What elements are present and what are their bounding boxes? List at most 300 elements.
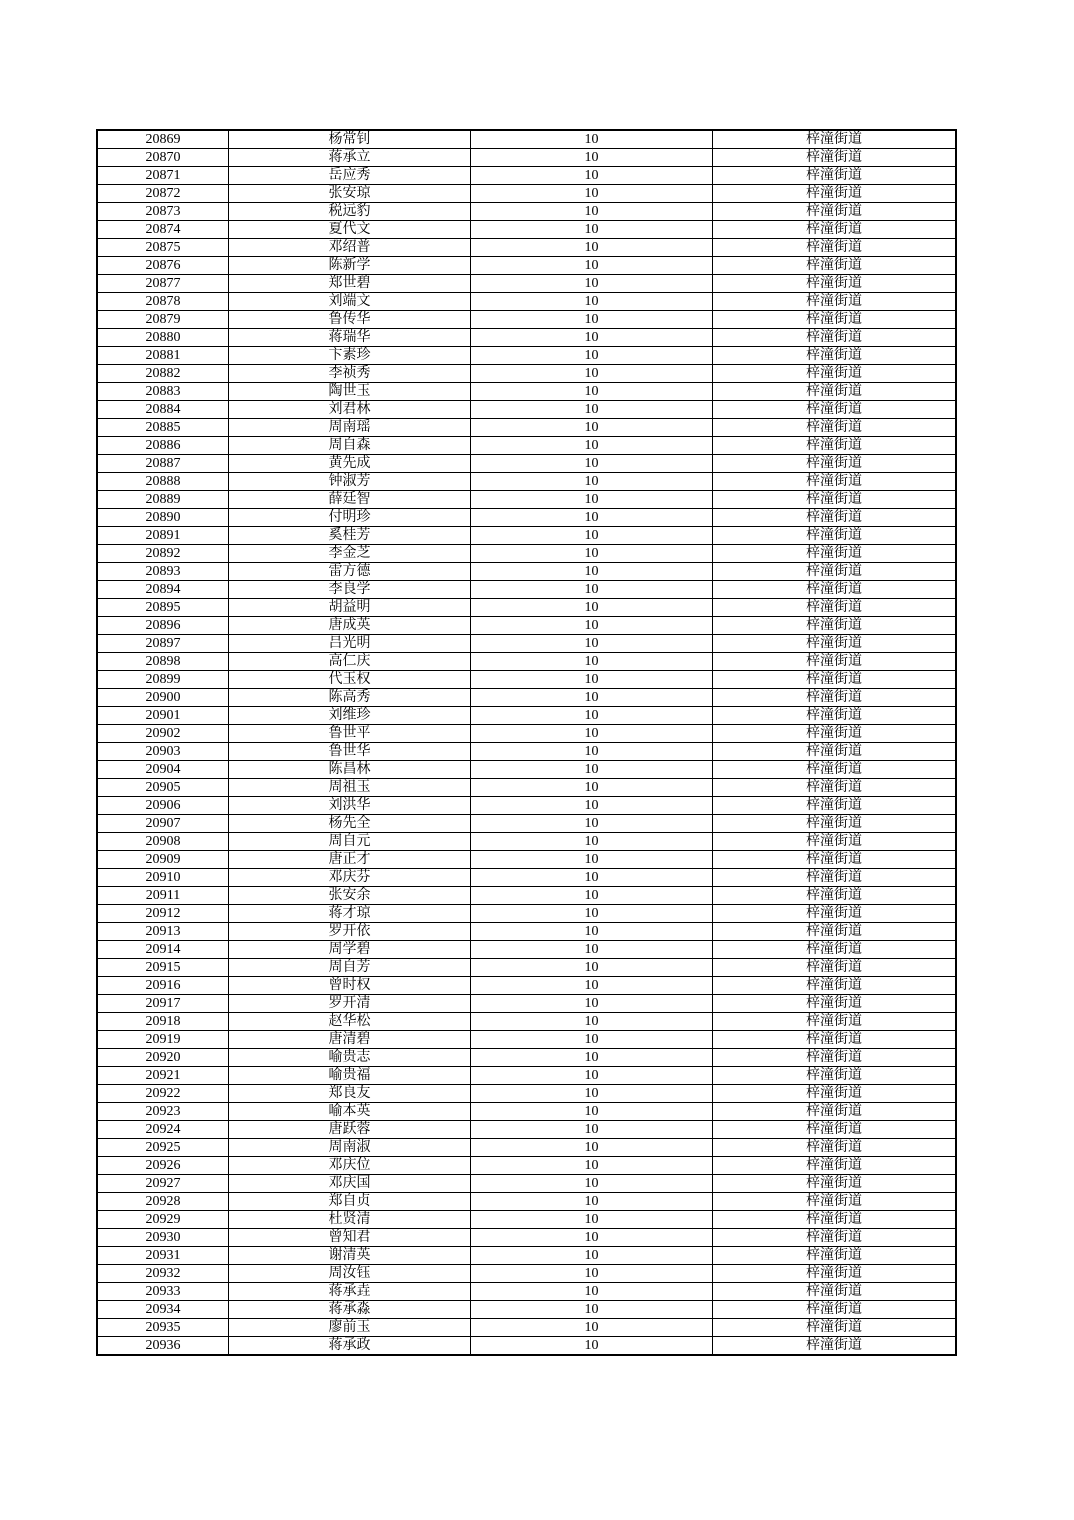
amount-cell: 10 bbox=[471, 221, 713, 239]
name-cell: 廖前玉 bbox=[229, 1319, 471, 1337]
amount-cell: 10 bbox=[471, 1229, 713, 1247]
street-cell: 梓潼街道 bbox=[713, 401, 957, 419]
name-cell: 刘维珍 bbox=[229, 707, 471, 725]
serial-number-cell: 20917 bbox=[97, 995, 229, 1013]
street-cell: 梓潼街道 bbox=[713, 1031, 957, 1049]
table-row bbox=[97, 221, 956, 239]
amount-cell: 10 bbox=[471, 1157, 713, 1175]
street-cell: 梓潼街道 bbox=[713, 1319, 957, 1337]
table-row bbox=[97, 779, 956, 797]
street-cell: 梓潼街道 bbox=[713, 1337, 957, 1356]
serial-number-cell: 20898 bbox=[97, 653, 229, 671]
serial-number-cell: 20921 bbox=[97, 1067, 229, 1085]
street-cell: 梓潼街道 bbox=[713, 1193, 957, 1211]
table-row bbox=[97, 1265, 956, 1283]
table-row bbox=[97, 293, 956, 311]
name-cell: 李良学 bbox=[229, 581, 471, 599]
name-cell: 吕光明 bbox=[229, 635, 471, 653]
serial-number-cell: 20910 bbox=[97, 869, 229, 887]
amount-cell: 10 bbox=[471, 1175, 713, 1193]
street-cell: 梓潼街道 bbox=[713, 617, 957, 635]
amount-cell: 10 bbox=[471, 851, 713, 869]
name-cell: 唐清碧 bbox=[229, 1031, 471, 1049]
street-cell: 梓潼街道 bbox=[713, 1265, 957, 1283]
serial-number-cell: 20930 bbox=[97, 1229, 229, 1247]
table-row bbox=[97, 941, 956, 959]
amount-cell: 10 bbox=[471, 1049, 713, 1067]
serial-number-cell: 20877 bbox=[97, 275, 229, 293]
name-cell: 喻贵福 bbox=[229, 1067, 471, 1085]
serial-number-cell: 20875 bbox=[97, 239, 229, 257]
name-cell: 邓庆国 bbox=[229, 1175, 471, 1193]
serial-number-cell: 20903 bbox=[97, 743, 229, 761]
amount-cell: 10 bbox=[471, 130, 713, 149]
serial-number-cell: 20882 bbox=[97, 365, 229, 383]
street-cell: 梓潼街道 bbox=[713, 1049, 957, 1067]
table-row bbox=[97, 617, 956, 635]
table-row bbox=[97, 527, 956, 545]
name-cell: 唐跃蓉 bbox=[229, 1121, 471, 1139]
amount-cell: 10 bbox=[471, 1013, 713, 1031]
street-cell: 梓潼街道 bbox=[713, 815, 957, 833]
table-row bbox=[97, 347, 956, 365]
table-row bbox=[97, 887, 956, 905]
name-cell: 高仁庆 bbox=[229, 653, 471, 671]
table-row bbox=[97, 130, 956, 149]
serial-number-cell: 20926 bbox=[97, 1157, 229, 1175]
serial-number-cell: 20889 bbox=[97, 491, 229, 509]
serial-number-cell: 20894 bbox=[97, 581, 229, 599]
table-row bbox=[97, 167, 956, 185]
name-cell: 邓庆位 bbox=[229, 1157, 471, 1175]
serial-number-cell: 20924 bbox=[97, 1121, 229, 1139]
table-row bbox=[97, 1121, 956, 1139]
name-cell: 赵华松 bbox=[229, 1013, 471, 1031]
street-cell: 梓潼街道 bbox=[713, 851, 957, 869]
name-cell: 卞素珍 bbox=[229, 347, 471, 365]
street-cell: 梓潼街道 bbox=[713, 1103, 957, 1121]
roster-table-body bbox=[97, 130, 956, 1355]
street-cell: 梓潼街道 bbox=[713, 221, 957, 239]
amount-cell: 10 bbox=[471, 1337, 713, 1356]
table-row bbox=[97, 365, 956, 383]
name-cell: 周祖玉 bbox=[229, 779, 471, 797]
name-cell: 杨常钊 bbox=[229, 130, 471, 149]
name-cell: 周南淑 bbox=[229, 1139, 471, 1157]
name-cell: 杨先全 bbox=[229, 815, 471, 833]
table-row bbox=[97, 851, 956, 869]
table-row bbox=[97, 869, 956, 887]
amount-cell: 10 bbox=[471, 1139, 713, 1157]
amount-cell: 10 bbox=[471, 473, 713, 491]
name-cell: 蒋承淼 bbox=[229, 1301, 471, 1319]
table-row bbox=[97, 1139, 956, 1157]
street-cell: 梓潼街道 bbox=[713, 347, 957, 365]
name-cell: 周自芳 bbox=[229, 959, 471, 977]
name-cell: 鲁世华 bbox=[229, 743, 471, 761]
amount-cell: 10 bbox=[471, 1067, 713, 1085]
name-cell: 陈高秀 bbox=[229, 689, 471, 707]
street-cell: 梓潼街道 bbox=[713, 1283, 957, 1301]
name-cell: 刘端文 bbox=[229, 293, 471, 311]
amount-cell: 10 bbox=[471, 167, 713, 185]
name-cell: 蒋承立 bbox=[229, 149, 471, 167]
name-cell: 刘君林 bbox=[229, 401, 471, 419]
serial-number-cell: 20934 bbox=[97, 1301, 229, 1319]
table-row bbox=[97, 203, 956, 221]
name-cell: 岳应秀 bbox=[229, 167, 471, 185]
table-row bbox=[97, 1157, 956, 1175]
street-cell: 梓潼街道 bbox=[713, 293, 957, 311]
table-row bbox=[97, 1301, 956, 1319]
amount-cell: 10 bbox=[471, 293, 713, 311]
name-cell: 蒋承政 bbox=[229, 1337, 471, 1356]
street-cell: 梓潼街道 bbox=[713, 149, 957, 167]
table-row bbox=[97, 401, 956, 419]
table-row bbox=[97, 1247, 956, 1265]
name-cell: 税远豹 bbox=[229, 203, 471, 221]
serial-number-cell: 20900 bbox=[97, 689, 229, 707]
street-cell: 梓潼街道 bbox=[713, 779, 957, 797]
street-cell: 梓潼街道 bbox=[713, 275, 957, 293]
street-cell: 梓潼街道 bbox=[713, 185, 957, 203]
amount-cell: 10 bbox=[471, 1247, 713, 1265]
amount-cell: 10 bbox=[471, 311, 713, 329]
street-cell: 梓潼街道 bbox=[713, 653, 957, 671]
serial-number-cell: 20893 bbox=[97, 563, 229, 581]
serial-number-cell: 20931 bbox=[97, 1247, 229, 1265]
amount-cell: 10 bbox=[471, 725, 713, 743]
amount-cell: 10 bbox=[471, 1319, 713, 1337]
name-cell: 周学碧 bbox=[229, 941, 471, 959]
street-cell: 梓潼街道 bbox=[713, 365, 957, 383]
table-row bbox=[97, 1319, 956, 1337]
table-row bbox=[97, 707, 956, 725]
street-cell: 梓潼街道 bbox=[713, 383, 957, 401]
serial-number-cell: 20883 bbox=[97, 383, 229, 401]
table-row bbox=[97, 311, 956, 329]
street-cell: 梓潼街道 bbox=[713, 581, 957, 599]
serial-number-cell: 20878 bbox=[97, 293, 229, 311]
amount-cell: 10 bbox=[471, 185, 713, 203]
amount-cell: 10 bbox=[471, 1301, 713, 1319]
table-row bbox=[97, 1211, 956, 1229]
name-cell: 喻贵志 bbox=[229, 1049, 471, 1067]
serial-number-cell: 20872 bbox=[97, 185, 229, 203]
amount-cell: 10 bbox=[471, 599, 713, 617]
amount-cell: 10 bbox=[471, 1265, 713, 1283]
amount-cell: 10 bbox=[471, 545, 713, 563]
name-cell: 周自森 bbox=[229, 437, 471, 455]
amount-cell: 10 bbox=[471, 671, 713, 689]
name-cell: 郑自贞 bbox=[229, 1193, 471, 1211]
street-cell: 梓潼街道 bbox=[713, 311, 957, 329]
serial-number-cell: 20871 bbox=[97, 167, 229, 185]
serial-number-cell: 20908 bbox=[97, 833, 229, 851]
name-cell: 罗开依 bbox=[229, 923, 471, 941]
street-cell: 梓潼街道 bbox=[713, 707, 957, 725]
table-row bbox=[97, 1085, 956, 1103]
serial-number-cell: 20913 bbox=[97, 923, 229, 941]
table-row bbox=[97, 1031, 956, 1049]
street-cell: 梓潼街道 bbox=[713, 329, 957, 347]
table-row bbox=[97, 833, 956, 851]
name-cell: 邓绍普 bbox=[229, 239, 471, 257]
table-row bbox=[97, 797, 956, 815]
table-row bbox=[97, 545, 956, 563]
table-row bbox=[97, 419, 956, 437]
name-cell: 喻本英 bbox=[229, 1103, 471, 1121]
name-cell: 周自元 bbox=[229, 833, 471, 851]
serial-number-cell: 20933 bbox=[97, 1283, 229, 1301]
street-cell: 梓潼街道 bbox=[713, 167, 957, 185]
name-cell: 陈新学 bbox=[229, 257, 471, 275]
name-cell: 陶世玉 bbox=[229, 383, 471, 401]
table-row bbox=[97, 437, 956, 455]
amount-cell: 10 bbox=[471, 761, 713, 779]
serial-number-cell: 20912 bbox=[97, 905, 229, 923]
name-cell: 鲁世平 bbox=[229, 725, 471, 743]
serial-number-cell: 20888 bbox=[97, 473, 229, 491]
serial-number-cell: 20919 bbox=[97, 1031, 229, 1049]
street-cell: 梓潼街道 bbox=[713, 887, 957, 905]
table-row bbox=[97, 185, 956, 203]
serial-number-cell: 20896 bbox=[97, 617, 229, 635]
table-row bbox=[97, 491, 956, 509]
amount-cell: 10 bbox=[471, 653, 713, 671]
table-row bbox=[97, 599, 956, 617]
name-cell: 谢清英 bbox=[229, 1247, 471, 1265]
amount-cell: 10 bbox=[471, 1103, 713, 1121]
serial-number-cell: 20932 bbox=[97, 1265, 229, 1283]
street-cell: 梓潼街道 bbox=[713, 455, 957, 473]
name-cell: 黄先成 bbox=[229, 455, 471, 473]
street-cell: 梓潼街道 bbox=[713, 635, 957, 653]
serial-number-cell: 20890 bbox=[97, 509, 229, 527]
serial-number-cell: 20906 bbox=[97, 797, 229, 815]
street-cell: 梓潼街道 bbox=[713, 761, 957, 779]
street-cell: 梓潼街道 bbox=[713, 1157, 957, 1175]
name-cell: 夏代文 bbox=[229, 221, 471, 239]
name-cell: 蒋承垚 bbox=[229, 1283, 471, 1301]
amount-cell: 10 bbox=[471, 959, 713, 977]
street-cell: 梓潼街道 bbox=[713, 437, 957, 455]
street-cell: 梓潼街道 bbox=[713, 1229, 957, 1247]
serial-number-cell: 20895 bbox=[97, 599, 229, 617]
table-row bbox=[97, 1229, 956, 1247]
amount-cell: 10 bbox=[471, 833, 713, 851]
street-cell: 梓潼街道 bbox=[713, 1013, 957, 1031]
table-row bbox=[97, 329, 956, 347]
serial-number-cell: 20911 bbox=[97, 887, 229, 905]
name-cell: 周汝钰 bbox=[229, 1265, 471, 1283]
serial-number-cell: 20905 bbox=[97, 779, 229, 797]
amount-cell: 10 bbox=[471, 1211, 713, 1229]
amount-cell: 10 bbox=[471, 365, 713, 383]
name-cell: 杜贤清 bbox=[229, 1211, 471, 1229]
amount-cell: 10 bbox=[471, 1193, 713, 1211]
name-cell: 付明珍 bbox=[229, 509, 471, 527]
table-row bbox=[97, 149, 956, 167]
amount-cell: 10 bbox=[471, 1283, 713, 1301]
table-row bbox=[97, 761, 956, 779]
amount-cell: 10 bbox=[471, 329, 713, 347]
serial-number-cell: 20927 bbox=[97, 1175, 229, 1193]
serial-number-cell: 20899 bbox=[97, 671, 229, 689]
serial-number-cell: 20915 bbox=[97, 959, 229, 977]
name-cell: 蒋瑞华 bbox=[229, 329, 471, 347]
street-cell: 梓潼街道 bbox=[713, 959, 957, 977]
street-cell: 梓潼街道 bbox=[713, 509, 957, 527]
amount-cell: 10 bbox=[471, 905, 713, 923]
street-cell: 梓潼街道 bbox=[713, 995, 957, 1013]
name-cell: 鲁传华 bbox=[229, 311, 471, 329]
table-row bbox=[97, 473, 956, 491]
table-row bbox=[97, 1193, 956, 1211]
serial-number-cell: 20885 bbox=[97, 419, 229, 437]
serial-number-cell: 20920 bbox=[97, 1049, 229, 1067]
street-cell: 梓潼街道 bbox=[713, 1067, 957, 1085]
table-row bbox=[97, 671, 956, 689]
serial-number-cell: 20891 bbox=[97, 527, 229, 545]
street-cell: 梓潼街道 bbox=[713, 1139, 957, 1157]
amount-cell: 10 bbox=[471, 347, 713, 365]
name-cell: 郑良友 bbox=[229, 1085, 471, 1103]
table-row bbox=[97, 743, 956, 761]
amount-cell: 10 bbox=[471, 1031, 713, 1049]
amount-cell: 10 bbox=[471, 1085, 713, 1103]
serial-number-cell: 20914 bbox=[97, 941, 229, 959]
name-cell: 陈昌林 bbox=[229, 761, 471, 779]
name-cell: 李金芝 bbox=[229, 545, 471, 563]
name-cell: 唐正才 bbox=[229, 851, 471, 869]
amount-cell: 10 bbox=[471, 923, 713, 941]
serial-number-cell: 20923 bbox=[97, 1103, 229, 1121]
table-row bbox=[97, 923, 956, 941]
table-row bbox=[97, 1049, 956, 1067]
amount-cell: 10 bbox=[471, 563, 713, 581]
table-row bbox=[97, 815, 956, 833]
amount-cell: 10 bbox=[471, 941, 713, 959]
serial-number-cell: 20892 bbox=[97, 545, 229, 563]
amount-cell: 10 bbox=[471, 149, 713, 167]
street-cell: 梓潼街道 bbox=[713, 545, 957, 563]
amount-cell: 10 bbox=[471, 527, 713, 545]
name-cell: 李祯秀 bbox=[229, 365, 471, 383]
amount-cell: 10 bbox=[471, 401, 713, 419]
table-row bbox=[97, 1067, 956, 1085]
serial-number-cell: 20901 bbox=[97, 707, 229, 725]
amount-cell: 10 bbox=[471, 1121, 713, 1139]
amount-cell: 10 bbox=[471, 275, 713, 293]
name-cell: 罗开清 bbox=[229, 995, 471, 1013]
amount-cell: 10 bbox=[471, 869, 713, 887]
name-cell: 雷方德 bbox=[229, 563, 471, 581]
serial-number-cell: 20881 bbox=[97, 347, 229, 365]
name-cell: 郑世碧 bbox=[229, 275, 471, 293]
name-cell: 钟淑芳 bbox=[229, 473, 471, 491]
amount-cell: 10 bbox=[471, 635, 713, 653]
street-cell: 梓潼街道 bbox=[713, 725, 957, 743]
table-row bbox=[97, 455, 956, 473]
street-cell: 梓潼街道 bbox=[713, 419, 957, 437]
street-cell: 梓潼街道 bbox=[713, 1247, 957, 1265]
serial-number-cell: 20902 bbox=[97, 725, 229, 743]
amount-cell: 10 bbox=[471, 581, 713, 599]
table-row bbox=[97, 563, 956, 581]
serial-number-cell: 20876 bbox=[97, 257, 229, 275]
table-row bbox=[97, 1337, 956, 1356]
amount-cell: 10 bbox=[471, 815, 713, 833]
table-row bbox=[97, 905, 956, 923]
street-cell: 梓潼街道 bbox=[713, 527, 957, 545]
table-row bbox=[97, 959, 956, 977]
table-row bbox=[97, 689, 956, 707]
serial-number-cell: 20869 bbox=[97, 130, 229, 149]
street-cell: 梓潼街道 bbox=[713, 1211, 957, 1229]
name-cell: 周南瑶 bbox=[229, 419, 471, 437]
name-cell: 奚桂芳 bbox=[229, 527, 471, 545]
name-cell: 曾知君 bbox=[229, 1229, 471, 1247]
name-cell: 刘洪华 bbox=[229, 797, 471, 815]
roster-sheet bbox=[96, 129, 957, 1356]
amount-cell: 10 bbox=[471, 239, 713, 257]
amount-cell: 10 bbox=[471, 689, 713, 707]
serial-number-cell: 20925 bbox=[97, 1139, 229, 1157]
name-cell: 蒋才琼 bbox=[229, 905, 471, 923]
serial-number-cell: 20873 bbox=[97, 203, 229, 221]
table-row bbox=[97, 1175, 956, 1193]
street-cell: 梓潼街道 bbox=[713, 563, 957, 581]
name-cell: 邓庆芬 bbox=[229, 869, 471, 887]
serial-number-cell: 20909 bbox=[97, 851, 229, 869]
table-row bbox=[97, 257, 956, 275]
amount-cell: 10 bbox=[471, 995, 713, 1013]
amount-cell: 10 bbox=[471, 419, 713, 437]
amount-cell: 10 bbox=[471, 779, 713, 797]
street-cell: 梓潼街道 bbox=[713, 905, 957, 923]
street-cell: 梓潼街道 bbox=[713, 1301, 957, 1319]
amount-cell: 10 bbox=[471, 491, 713, 509]
amount-cell: 10 bbox=[471, 437, 713, 455]
name-cell: 薛廷智 bbox=[229, 491, 471, 509]
serial-number-cell: 20918 bbox=[97, 1013, 229, 1031]
street-cell: 梓潼街道 bbox=[713, 1175, 957, 1193]
street-cell: 梓潼街道 bbox=[713, 743, 957, 761]
serial-number-cell: 20907 bbox=[97, 815, 229, 833]
serial-number-cell: 20936 bbox=[97, 1337, 229, 1356]
table-row bbox=[97, 653, 956, 671]
serial-number-cell: 20886 bbox=[97, 437, 229, 455]
amount-cell: 10 bbox=[471, 887, 713, 905]
street-cell: 梓潼街道 bbox=[713, 599, 957, 617]
serial-number-cell: 20879 bbox=[97, 311, 229, 329]
table-row bbox=[97, 977, 956, 995]
serial-number-cell: 20916 bbox=[97, 977, 229, 995]
table-row bbox=[97, 239, 956, 257]
serial-number-cell: 20870 bbox=[97, 149, 229, 167]
serial-number-cell: 20935 bbox=[97, 1319, 229, 1337]
serial-number-cell: 20874 bbox=[97, 221, 229, 239]
street-cell: 梓潼街道 bbox=[713, 833, 957, 851]
amount-cell: 10 bbox=[471, 455, 713, 473]
name-cell: 胡益明 bbox=[229, 599, 471, 617]
amount-cell: 10 bbox=[471, 383, 713, 401]
serial-number-cell: 20887 bbox=[97, 455, 229, 473]
serial-number-cell: 20897 bbox=[97, 635, 229, 653]
name-cell: 张安余 bbox=[229, 887, 471, 905]
amount-cell: 10 bbox=[471, 977, 713, 995]
